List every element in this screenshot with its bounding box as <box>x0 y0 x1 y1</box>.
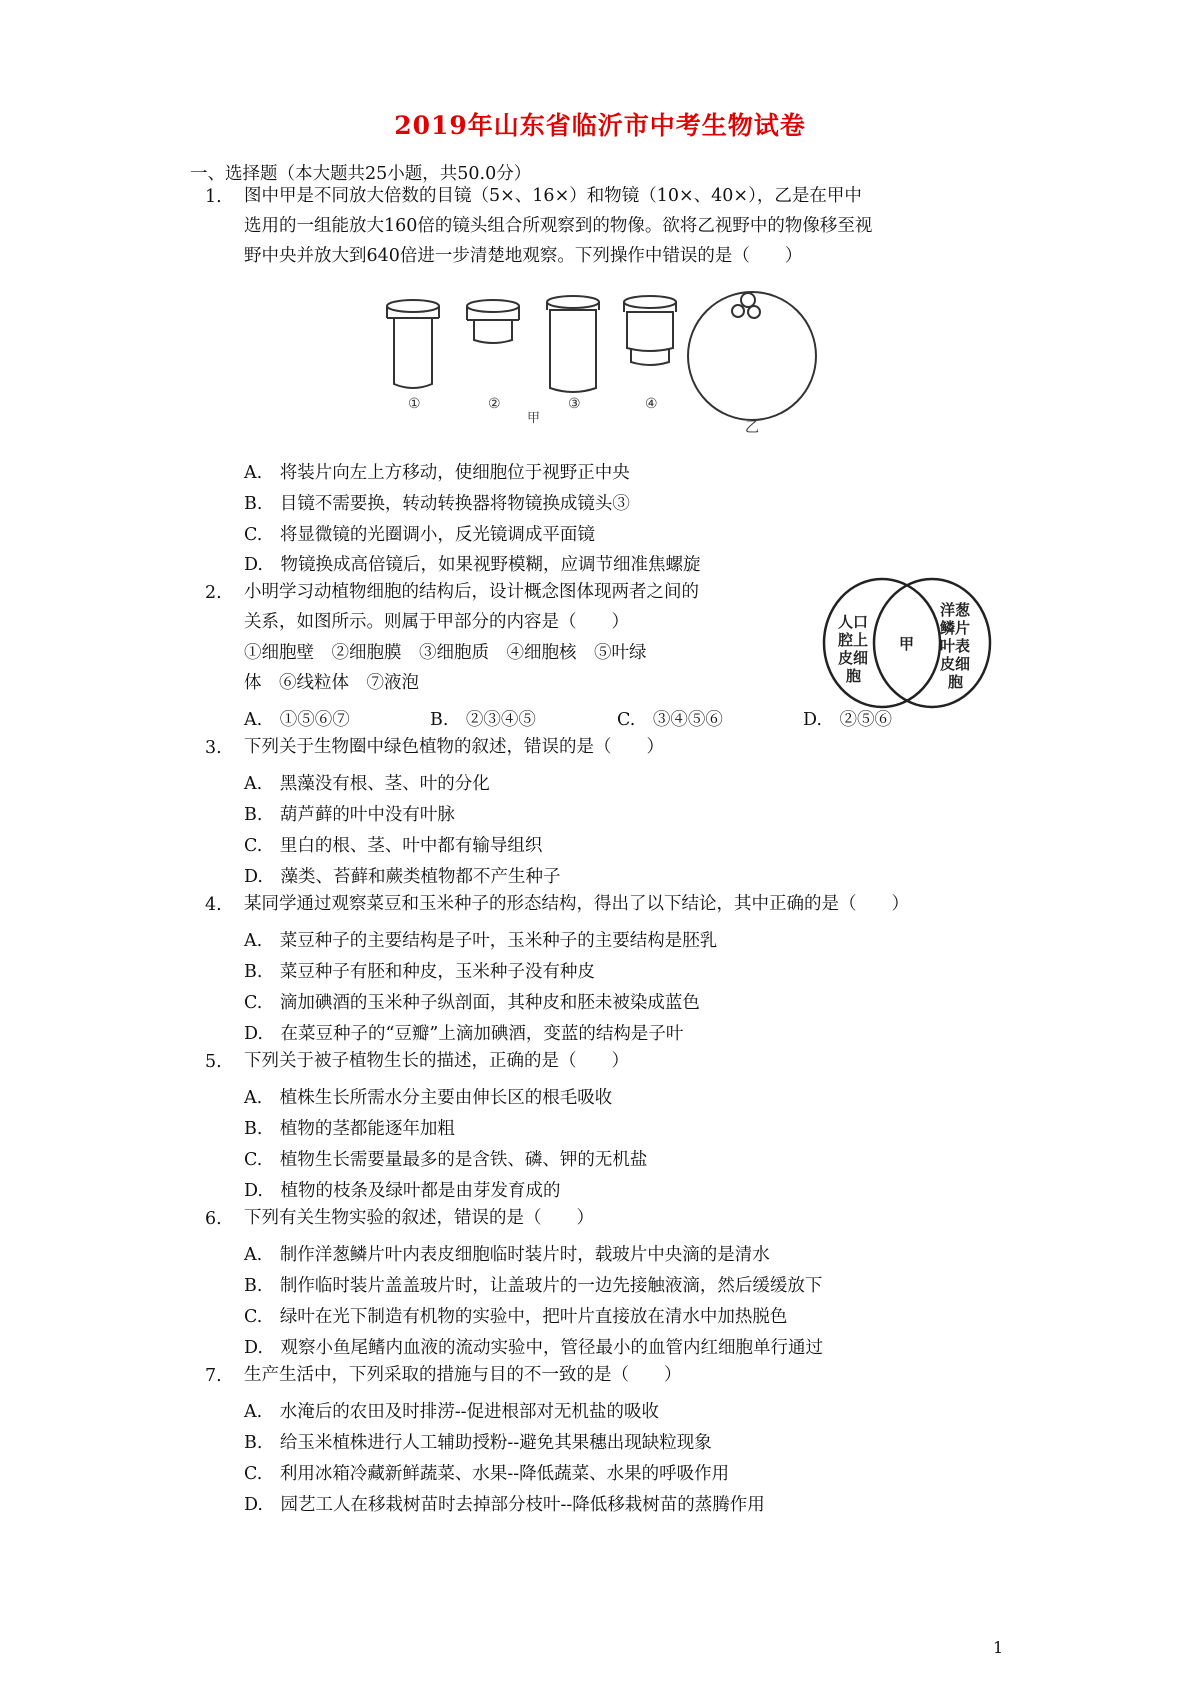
question-2-option-a: A. ①⑤⑥⑦ <box>244 710 350 730</box>
question-2-option-c: C. ③④⑤⑥ <box>617 710 723 730</box>
circle-label-yi: 乙 <box>745 420 759 436</box>
venn-left-label-2: 腔上 <box>838 631 869 649</box>
question-1-option-d: D. 物镜换成高倍镜后，如果视野模糊，应调节细准焦螺旋 <box>244 555 701 575</box>
page-number: 1 <box>993 1638 1004 1657</box>
question-1-stem-line-1: 图中甲是不同放大倍数的目镜（5×、16×）和物镜（10×、40×），乙是在甲中 <box>244 186 862 206</box>
question-3-stem: 下列关于生物圈中绿色植物的叙述，错误的是（ ） <box>244 737 664 757</box>
group-label-jia: 甲 <box>527 411 541 426</box>
question-5-option-b: B. 植物的茎都能逐年加粗 <box>244 1119 455 1139</box>
lens-2-label: ② <box>488 396 501 412</box>
field-of-view-icon <box>688 292 816 420</box>
question-1-stem-line-2: 选用的一组能放大160倍的镜头组合所观察到的物像。欲将乙视野中的物像移至视 <box>244 216 873 236</box>
question-2-venn-diagram <box>812 575 1002 711</box>
question-2-stem-line-2: 关系，如图所示。则属于甲部分的内容是（ ） <box>244 612 629 632</box>
question-3-option-c: C. 里白的根、茎、叶中都有输导组织 <box>244 836 543 856</box>
question-7-option-a: A. 水淹后的农田及时排涝--促进根部对无机盐的吸收 <box>244 1402 660 1422</box>
question-5-number: 5. <box>205 1052 222 1072</box>
question-6-option-d: D. 观察小鱼尾鳍内血液的流动实验中，管径最小的血管内红细胞单行通过 <box>244 1338 823 1358</box>
section-heading: 一、选择题（本大题共25小题，共50.0分） <box>190 164 532 184</box>
question-1-stem-line-3: 野中央并放大到640倍进一步清楚地观察。下列操作中错误的是（ ） <box>244 246 803 266</box>
lens-2-icon <box>467 300 519 343</box>
question-1-number: 1. <box>205 187 222 207</box>
question-6-option-b: B. 制作临时装片盖盖玻片时，让盖玻片的一边先接触液滴，然后缓缓放下 <box>244 1276 823 1296</box>
question-5-option-d: D. 植物的枝条及绿叶都是由芽发育成的 <box>244 1181 561 1201</box>
question-4-number: 4. <box>205 895 222 915</box>
question-5-stem: 下列关于被子植物生长的描述，正确的是（ ） <box>244 1051 629 1071</box>
lens-1-icon <box>387 300 439 388</box>
question-7-option-c: C. 利用冰箱冷藏新鲜蔬菜、水果--降低蔬菜、水果的呼吸作用 <box>244 1464 730 1484</box>
question-1-figure <box>382 284 832 454</box>
lens-4-icon <box>624 296 676 365</box>
lens-1-label: ① <box>408 396 421 412</box>
question-6-number: 6. <box>205 1209 222 1229</box>
question-3-number: 3. <box>205 738 222 758</box>
question-7-option-d: D. 园艺工人在移栽树苗时去掉部分枝叶--降低移栽树苗的蒸腾作用 <box>244 1495 765 1515</box>
venn-left-label-4: 胞 <box>846 667 862 685</box>
question-1-option-c: C. 将显微镜的光圈调小，反光镜调成平面镜 <box>244 525 595 545</box>
venn-right-label-5: 胞 <box>948 673 964 691</box>
venn-right-label-4: 皮细 <box>940 655 971 673</box>
venn-left-label-1: 人口 <box>838 613 869 631</box>
question-2-option-b: B. ②③④⑤ <box>430 710 536 730</box>
question-7-option-b: B. 给玉米植株进行人工辅助授粉--避免其果穗出现缺粒现象 <box>244 1433 712 1453</box>
question-4-option-c: C. 滴加碘酒的玉米种子纵剖面，其种皮和胚未被染成蓝色 <box>244 993 700 1013</box>
question-2-number: 2. <box>205 583 222 603</box>
page-title: 2019年山东省临沂市中考生物试卷 <box>394 111 806 140</box>
question-6-stem: 下列有关生物实验的叙述，错误的是（ ） <box>244 1208 594 1228</box>
question-1-option-b: B. 目镜不需要换，转动转换器将物镜换成镜头③ <box>244 494 630 514</box>
question-4-option-b: B. 菜豆种子有胚和种皮，玉米种子没有种皮 <box>244 962 595 982</box>
question-6-option-a: A. 制作洋葱鳞片叶内表皮细胞临时装片时，载玻片中央滴的是清水 <box>244 1245 770 1265</box>
question-2-stem-line-4: 体 ⑥线粒体 ⑦液泡 <box>244 673 419 693</box>
question-5-option-c: C. 植物生长需要量最多的是含铁、磷、钾的无机盐 <box>244 1150 648 1170</box>
lens-3-label: ③ <box>568 396 581 412</box>
lens-4-label: ④ <box>645 396 658 412</box>
question-3-option-d: D. 藻类、苔藓和蕨类植物都不产生种子 <box>244 867 561 887</box>
question-7-stem: 生产生活中，下列采取的措施与目的不一致的是（ ） <box>244 1365 682 1385</box>
venn-right-label-2: 鳞片 <box>940 619 971 637</box>
question-4-option-d: D. 在菜豆种子的“豆瓣”上滴加碘酒，变蓝的结构是子叶 <box>244 1024 684 1044</box>
question-2-stem-line-3: ①细胞壁 ②细胞膜 ③细胞质 ④细胞核 ⑤叶绿 <box>244 643 647 663</box>
venn-left-label-3: 皮细 <box>838 649 869 667</box>
question-3-option-a: A. 黑藻没有根、茎、叶的分化 <box>244 774 490 794</box>
question-3-option-b: B. 葫芦藓的叶中没有叶脉 <box>244 805 455 825</box>
question-4-stem: 某同学通过观察菜豆和玉米种子的形态结构，得出了以下结论，其中正确的是（ ） <box>244 894 909 914</box>
question-2-stem-line-1: 小明学习动植物细胞的结构后，设计概念图体现两者之间的 <box>244 582 699 602</box>
venn-right-label-1: 洋葱 <box>940 601 971 619</box>
lens-3-icon <box>547 296 599 392</box>
question-2-option-d: D. ②⑤⑥ <box>803 710 892 730</box>
venn-right-label-3: 叶表 <box>940 637 971 655</box>
question-1-option-a: A. 将装片向左上方移动，使细胞位于视野正中央 <box>244 463 630 483</box>
question-5-option-a: A. 植株生长所需水分主要由伸长区的根毛吸收 <box>244 1088 613 1108</box>
venn-center-label: 甲 <box>899 635 915 653</box>
question-6-option-c: C. 绿叶在光下制造有机物的实验中，把叶片直接放在清水中加热脱色 <box>244 1307 788 1327</box>
question-4-option-a: A. 菜豆种子的主要结构是子叶，玉米种子的主要结构是胚乳 <box>244 931 718 951</box>
question-7-number: 7. <box>205 1366 222 1386</box>
